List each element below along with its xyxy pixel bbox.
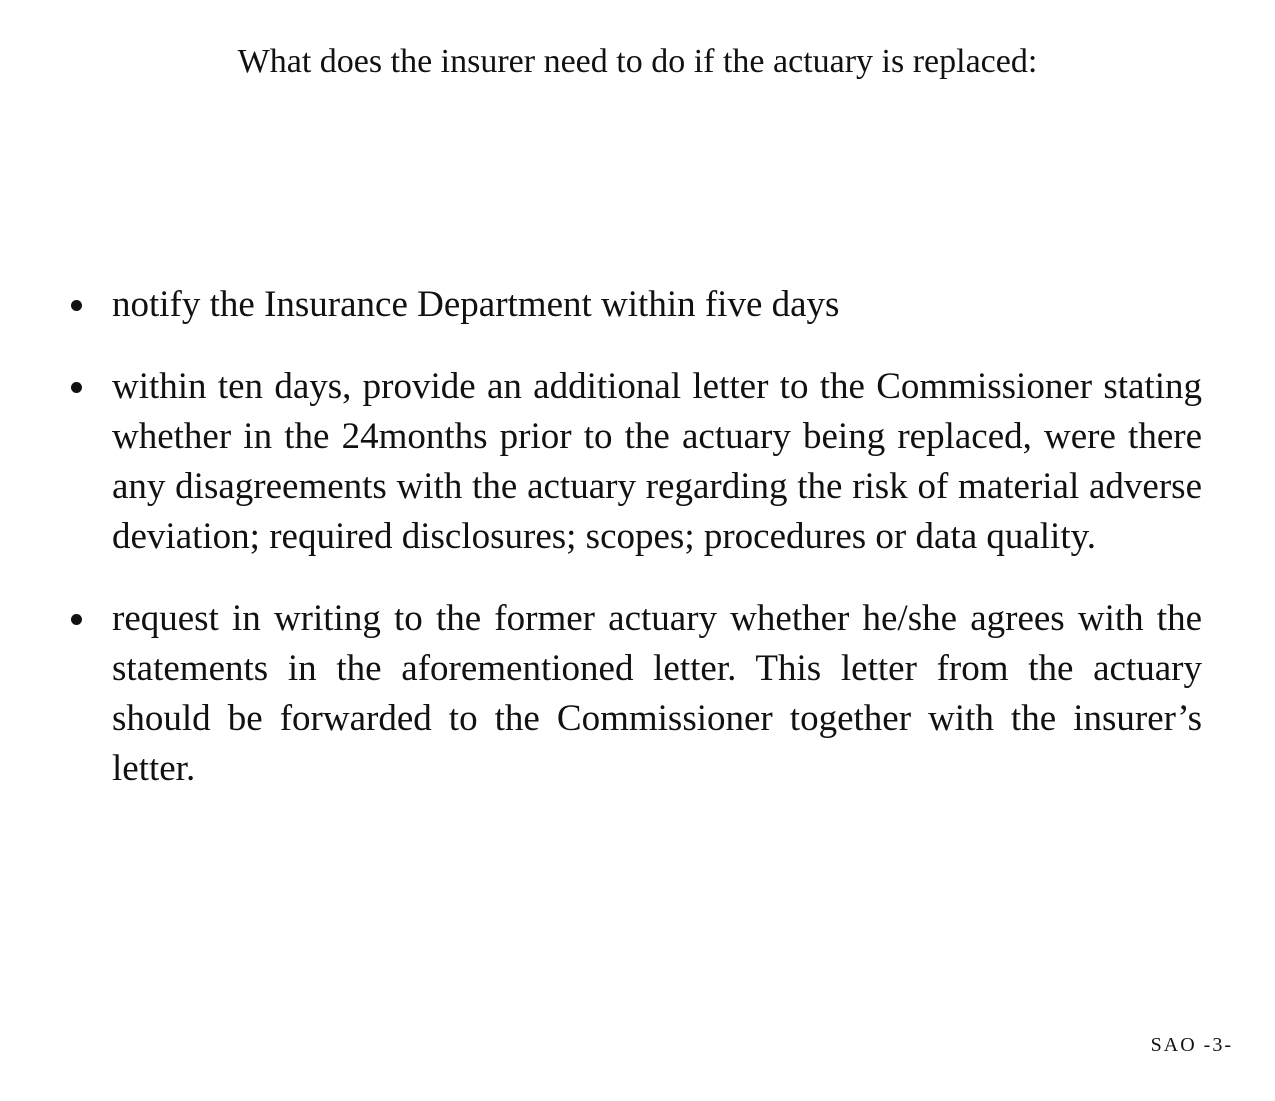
- bullet-icon: [71, 614, 82, 625]
- bullet-list: [62, 280, 1202, 826]
- list-item: [62, 280, 1202, 330]
- page-footer: SAO -3-: [1150, 1034, 1233, 1056]
- list-item-text: within ten days, provide an additional letter to the Commissioner stating whether in the 24months prior to the actuary being replaced, were there any disagreements with the actuary regarding the risk of material adverse deviation; required disclosures; scopes; procedures or data quality.: [112, 366, 1202, 557]
- list-item: [62, 362, 1202, 562]
- list-item: [62, 594, 1202, 794]
- bullet-icon: [71, 300, 82, 311]
- bullet-icon: [71, 382, 82, 393]
- list-item-text: notify the Insurance Department within five days: [112, 284, 840, 325]
- list-item-text: request in writing to the former actuary whether he/she agrees with the statements in the aforementioned letter. This letter from the actuary should be forwarded to the Commissioner together with the insurer’s letter.: [112, 598, 1202, 789]
- page-title: What does the insurer need to do if the actuary is replaced:: [237, 43, 1038, 80]
